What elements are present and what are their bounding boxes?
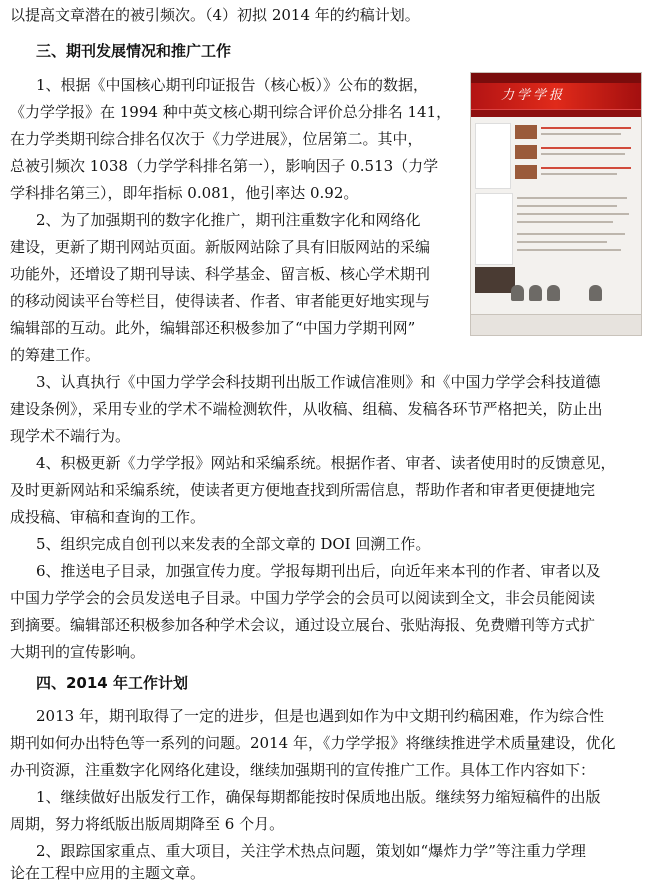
site-text [541, 127, 631, 129]
site-nav [471, 109, 641, 117]
site-text [541, 147, 631, 149]
paragraph-line: 在力学类期刊综合排名仅次于《力学进展》，位居第二。其中， [10, 130, 423, 148]
paragraph-line: 中国力学学会的会员发送电子目录。中国力学学会的会员可以阅读到全文，非会员能阅读 [10, 589, 596, 607]
site-topbar [471, 73, 641, 83]
paragraph-line: 到摘要。编辑部还积极参加各种学术会议，通过设立展台、张贴海报、免费赠刊等方式扩 [10, 616, 596, 634]
site-portrait [589, 285, 602, 301]
site-footer [471, 314, 641, 335]
site-banner: 力学学报 [471, 83, 641, 109]
paragraph-line: 功能外，还增设了期刊导读、科学基金、留言板、核心学术期刊 [10, 265, 431, 283]
paragraph-line: 建设条例》，采用专业的学术不端检测软件，从收稿、组稿、发稿各环节严格把关，防止出 [10, 400, 603, 418]
paragraph-line: 及时更新网站和采编系统，使读者更方便地查找到所需信息，帮助作者和审者更便捷地完 [10, 481, 596, 499]
paragraph-line: 《力学学报》在 1994 种中英文核心期刊综合评价总分排名 141， [10, 103, 452, 121]
site-portrait [547, 285, 560, 301]
paragraph-line: 的移动阅读平台等栏目，使得读者、作者、审者能更好地实现与 [10, 292, 431, 310]
site-portrait [511, 285, 524, 301]
paragraph-line: 学科排名第三），即年指标 0.081，他引率达 0.92。 [10, 184, 359, 202]
paragraph-line: 的筹建工作。 [10, 346, 101, 364]
paragraph-line: 总被引频次 1038（力学学科排名第一），影响因子 0.513（力学 [10, 157, 439, 175]
site-text [517, 249, 621, 251]
site-text [517, 221, 613, 223]
site-text [517, 205, 617, 207]
site-portrait [529, 285, 542, 301]
paragraph-line: 论在工程中应用的主题文章。 [10, 864, 206, 882]
paragraph-line: 3、认真执行《中国力学学会科技期刊出版工作诚信准则》和《中国力学学会科技道德 [36, 373, 601, 391]
site-text [517, 197, 627, 199]
paragraph-line: 建设，更新了期刊网站页面。新版网站除了具有旧版网站的采编 [10, 238, 431, 256]
paragraph-line: 办刊资源，注重数字化网络化建设，继续加强期刊的宣传推广工作。具体工作内容如下： [10, 761, 596, 779]
site-text [541, 133, 621, 135]
site-text [517, 213, 629, 215]
site-thumb [515, 165, 537, 179]
site-sidebar [475, 123, 511, 189]
paragraph-line: 2013 年，期刊取得了一定的进步，但是也遇到如作为中文期刊约稿困难，作为综合性 [36, 707, 604, 725]
section-heading-4: 四、2014 年工作计划 [36, 674, 188, 692]
site-text [517, 233, 625, 235]
paragraph-line: 现学术不端行为。 [10, 427, 131, 445]
paragraph-line: 以提高文章潜在的被引频次。（4）初拟 2014 年的约稿计划。 [10, 6, 420, 24]
paragraph-line: 大期刊的宣传影响。 [10, 643, 146, 661]
site-photo [475, 267, 515, 293]
site-sidebar [475, 193, 513, 265]
section-heading-3: 三、期刊发展情况和推广工作 [36, 42, 232, 60]
paragraph-line: 6、推送电子目录，加强宣传力度。学报每期刊出后，向近年来本刊的作者、审者以及 [36, 562, 601, 580]
site-text [517, 241, 607, 243]
paragraph-line: 1、继续做好出版发行工作，确保每期都能按时保质地出版。继续努力缩短稿件的出版 [36, 788, 601, 806]
site-text [541, 153, 625, 155]
paragraph-line: 编辑部的互动。此外，编辑部还积极参加了“中国力学期刊网” [10, 319, 416, 337]
paragraph-line: 成投稿、审稿和查询的工作。 [10, 508, 206, 526]
paragraph-line: 周期，努力将纸版出版周期降至 6 个月。 [10, 815, 285, 833]
site-thumb [515, 145, 537, 159]
site-thumb [515, 125, 537, 139]
site-text [541, 167, 631, 169]
site-text [541, 173, 617, 175]
paragraph-line: 期刊如何办出特色等一系列的问题。2014 年，《力学学报》将继续推进学术质量建设，优化 [10, 734, 616, 752]
journal-website-screenshot [470, 72, 642, 336]
paragraph-line: 5、组织完成自创刊以来发表的全部文章的 DOI 回溯工作。 [36, 535, 431, 553]
paragraph-line: 2、为了加强期刊的数字化推广，期刊注重数字化和网络化 [36, 211, 421, 229]
paragraph-line: 1、根据《中国核心期刊印证报告（核心板）》公布的数据， [36, 76, 429, 94]
paragraph-line: 4、积极更新《力学学报》网站和采编系统。根据作者、审者、读者使用时的反馈意见， [36, 454, 616, 472]
paragraph-line: 2、跟踪国家重点、重大项目，关注学术热点问题，策划如“爆炸力学”等注重力学理 [36, 842, 586, 860]
